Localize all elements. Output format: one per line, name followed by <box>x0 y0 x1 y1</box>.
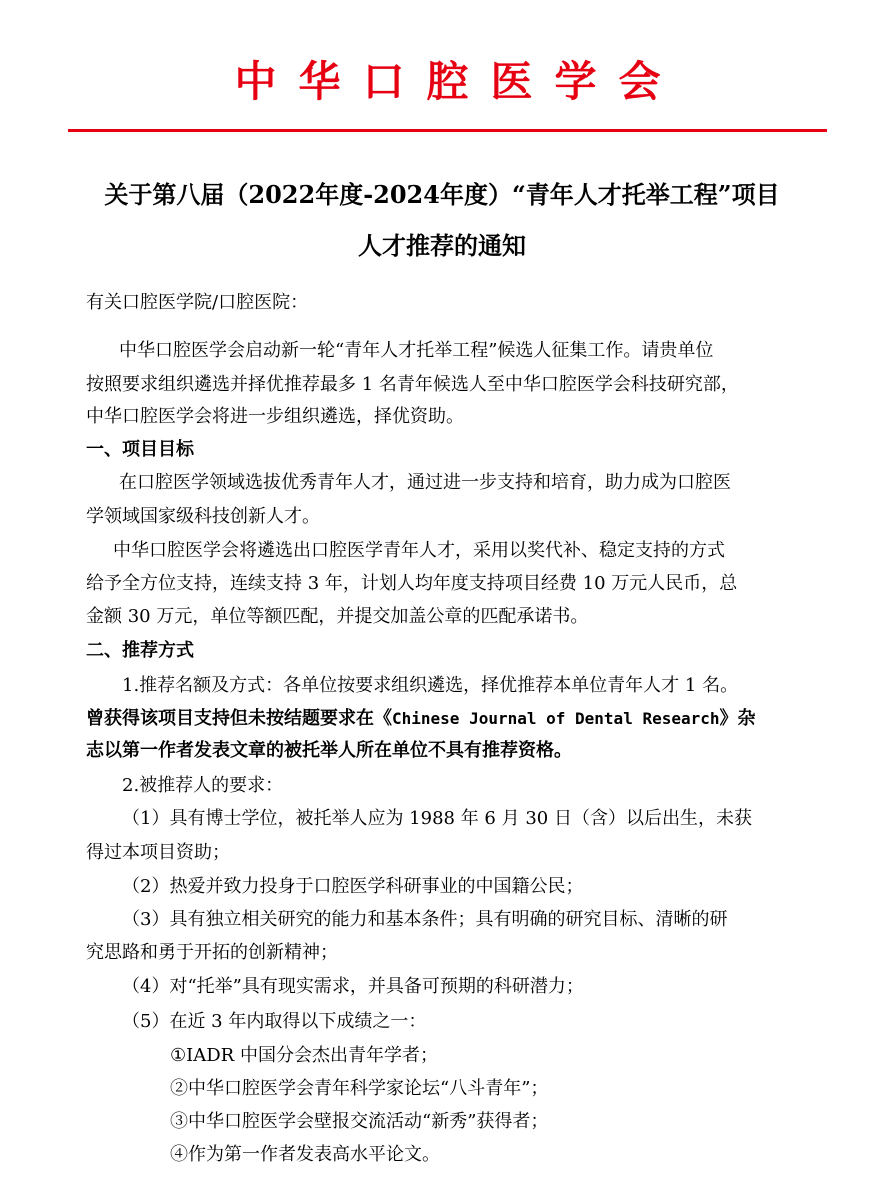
item2-heading: 2.被推荐人的要求： <box>122 775 284 796</box>
org-name-heading: 中华口腔医学会 <box>234 57 683 106</box>
req3-line-1: （3）具有独立相关研究的能力和基本条件；具有明确的研究目标、清晰的研 <box>122 909 728 930</box>
achievement-item: ②中华口腔医学会青年科学家论坛“八斗青年”； <box>170 1078 549 1099</box>
goals-p1-line-2: 学领域国家级科技创新人才。 <box>86 506 320 527</box>
req1-line-1: （1）具有博士学位，被托举人应为 1988 年 6 月 30 日（含）以后出生，未获 <box>122 808 752 829</box>
goals-p1-line-1: 在口腔医学领域选拔优秀青年人才，通过进一步支持和培育，助力成为口腔医 <box>119 472 731 493</box>
restriction-text-b: 》杂 <box>719 708 756 729</box>
req3-line-2: 究思路和勇于开拓的创新精神； <box>86 942 338 963</box>
req4: （4）对“托举”具有现实需求，并具备可预期的科研潜力； <box>122 976 584 997</box>
goals-p2-line-2: 给予全方位支持，连续支持 3 年，计划人均年度支持项目经费 10 万元人民币，总 <box>86 573 738 594</box>
item1-restriction-line-2: 志以第一作者发表文章的被托举人所在单位不具有推荐资格。 <box>86 740 572 761</box>
achievement-item: ①IADR 中国分会杰出青年学者； <box>170 1045 438 1066</box>
req5: （5）在近 3 年内取得以下成绩之一： <box>122 1011 427 1032</box>
notice-title-line-2: 人才推荐的通知 <box>358 231 526 260</box>
req2: （2）热爱并致力投身于口腔医学科研事业的中国籍公民； <box>122 876 584 897</box>
section-heading-goals: 一、项目目标 <box>86 439 194 460</box>
header-divider <box>68 129 827 132</box>
restriction-text-a: 曾获得该项目支持但未按结题要求在《 <box>86 708 392 729</box>
achievement-item: ③中华口腔医学会壁报交流活动“新秀”获得者； <box>170 1111 549 1132</box>
item1-restriction-line-1 <box>86 706 756 732</box>
intro-line-3: 中华口腔医学会将进一步组织遴选，择优资助。 <box>86 406 464 427</box>
achievement-item: ④作为第一作者发表高水平论文。 <box>170 1144 440 1165</box>
salutation: 有关口腔医学院/口腔医院： <box>86 292 309 313</box>
section-heading-method: 二、推荐方式 <box>86 640 194 661</box>
intro-line-1: 中华口腔医学会启动新一轮“青年人才托举工程”候选人征集工作。请贵单位 <box>119 340 714 361</box>
goals-p2-line-1: 中华口腔医学会将遴选出口腔医学青年人才，采用以奖代补、稳定支持的方式 <box>113 540 725 561</box>
goals-p2-line-3: 金额 30 万元，单位等额匹配，并提交加盖公章的匹配承诺书。 <box>86 606 589 627</box>
req1-line-2: 得过本项目资助； <box>86 842 230 863</box>
journal-name: Chinese Journal of Dental Research <box>392 709 720 728</box>
notice-title-line-1: 关于第八届（2022年度-2024年度）“青年人才托举工程”项目 <box>104 180 780 209</box>
item1-quota: 1.推荐名额及方式：各单位按要求组织遴选，择优推荐本单位青年人才 1 名。 <box>122 675 739 696</box>
intro-line-2: 按照要求组织遴选并择优推荐最多 1 名青年候选人至中华口腔医学会科技研究部， <box>86 374 739 395</box>
